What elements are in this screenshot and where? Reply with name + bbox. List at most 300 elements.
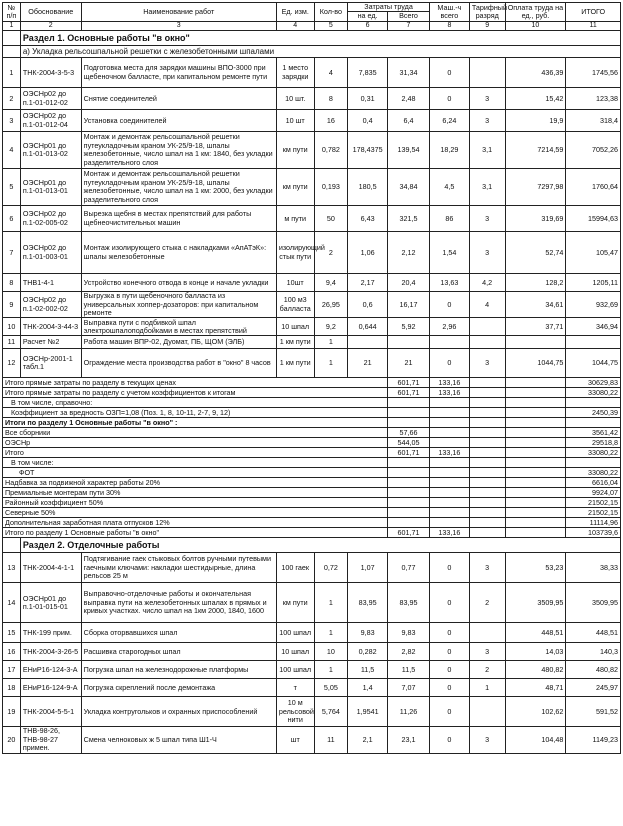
- section-title: Раздел 2. Отделочные работы: [20, 538, 620, 553]
- total-row: [3, 468, 621, 478]
- total-cell: [566, 336, 621, 349]
- total-row: [3, 498, 621, 508]
- total-machine-hours: [429, 488, 469, 498]
- basis-cell: ОЭСНр02 до п.1-01-012-04: [20, 110, 81, 132]
- total-value: [566, 398, 621, 408]
- machine-hours-cell: 0: [429, 58, 469, 88]
- total-label: Коэффициент за вредность ОЗП=1,08 (Поз. 1, 8, 10-11, 2-7, 9, 12): [3, 408, 388, 418]
- total-label: Итого прямые затраты по разделу с учетом коэффициентов к итогам: [3, 388, 388, 398]
- total-value: 103739,6: [566, 528, 621, 538]
- work-name-cell: Устройство конечного отвода в конце и начале укладки: [81, 274, 276, 292]
- pay-cell: [505, 336, 566, 349]
- labor-unit-cell: 1,07: [348, 553, 388, 583]
- grade-cell: 2: [469, 583, 505, 623]
- unit-cell: 10 шт: [276, 110, 314, 132]
- work-name-cell: Вырезка щебня в местах препятствий для работы щебнеочистительных машин: [81, 206, 276, 232]
- work-name-cell: Монтаж и демонтаж рельсошпальной решетки путеукладочным краном УК-25/9-18, шпалы железобетонные, число шпал на 1 км: 1840, без укладки разделительного слоя: [81, 132, 276, 169]
- total-machine-hours: [429, 408, 469, 418]
- grade-cell: [469, 336, 505, 349]
- labor-unit-cell: 2,17: [348, 274, 388, 292]
- total-value: 33080,22: [566, 448, 621, 458]
- total-labor: [388, 418, 430, 428]
- labor-unit-cell: 11,5: [348, 661, 388, 679]
- labor-total-cell: 2,48: [388, 88, 430, 110]
- column-numbers-row: [3, 21, 621, 30]
- labor-total-cell: 5,92: [388, 318, 430, 336]
- qty-cell: 9,4: [314, 274, 348, 292]
- machine-hours-cell: 0: [429, 643, 469, 661]
- section-title-row: [3, 46, 621, 58]
- col-qty: Кол-во: [314, 3, 348, 22]
- total-label: ФОТ: [3, 468, 388, 478]
- basis-cell: ОЭСНр-2001-1 табл.1: [20, 349, 81, 378]
- total-label: Итого: [3, 448, 388, 458]
- labor-unit-cell: 83,95: [348, 583, 388, 623]
- pay-cell: 7214,59: [505, 132, 566, 169]
- row-number: 13: [3, 553, 21, 583]
- section-title-row: [3, 31, 621, 46]
- table-row: [3, 274, 621, 292]
- grade-cell: 3: [469, 727, 505, 753]
- grade-cell: [469, 697, 505, 727]
- estimate-table: [2, 2, 621, 754]
- machine-hours-cell: 0: [429, 292, 469, 318]
- total-cell: 7052,26: [566, 132, 621, 169]
- work-name-cell: Монтаж и демонтаж рельсошпальной решетки путеукладочным краном УК-25/9-18, шпалы железобетонные, число шпал на 1 км: 2000, без укладки разделительного слоя: [81, 169, 276, 206]
- labor-unit-cell: 1,9541: [348, 697, 388, 727]
- table-row: [3, 661, 621, 679]
- labor-unit-cell: [348, 336, 388, 349]
- total-cell: 346,94: [566, 318, 621, 336]
- pay-cell: 128,2: [505, 274, 566, 292]
- table-row: [3, 292, 621, 318]
- total-value: 11114,96: [566, 518, 621, 528]
- labor-unit-cell: 0,6: [348, 292, 388, 318]
- col-labor-unit: на ед.: [348, 12, 388, 21]
- grade-cell: [469, 623, 505, 643]
- pay-cell: 37,71: [505, 318, 566, 336]
- total-value: 29518,8: [566, 438, 621, 448]
- machine-hours-cell: 18,29: [429, 132, 469, 169]
- total-machine-hours: [429, 428, 469, 438]
- total-cell: 1205,11: [566, 274, 621, 292]
- col-labor: Затраты труда: [348, 3, 430, 12]
- machine-hours-cell: 0: [429, 553, 469, 583]
- machine-hours-cell: 0: [429, 349, 469, 378]
- qty-cell: 1: [314, 623, 348, 643]
- table-body: [3, 31, 621, 753]
- total-value: 6616,04: [566, 478, 621, 488]
- table-row: [3, 643, 621, 661]
- total-machine-hours: 133,16: [429, 528, 469, 538]
- column-number: 10: [505, 21, 566, 30]
- total-machine-hours: 133,16: [429, 388, 469, 398]
- col-name: Наименование работ: [81, 3, 276, 22]
- labor-total-cell: 21: [388, 349, 430, 378]
- qty-cell: 5,764: [314, 697, 348, 727]
- total-cell: 932,69: [566, 292, 621, 318]
- labor-total-cell: 139,54: [388, 132, 430, 169]
- total-row: [3, 408, 621, 418]
- labor-total-cell: 321,5: [388, 206, 430, 232]
- grade-cell: 3: [469, 232, 505, 274]
- machine-hours-cell: [429, 336, 469, 349]
- total-value: 2450,39: [566, 408, 621, 418]
- grade-cell: [469, 318, 505, 336]
- total-machine-hours: [429, 478, 469, 488]
- total-cell: 105,47: [566, 232, 621, 274]
- total-label: Итоги по разделу 1 Основные работы "в окно" :: [3, 418, 388, 428]
- section-title: а) Укладка рельсошпальной решетки с железобетонными шпалами: [20, 46, 620, 58]
- col-unit: Ед. изм.: [276, 3, 314, 22]
- col-no: № п/п: [3, 3, 21, 22]
- work-name-cell: Погрузка скреплений после демонтажа: [81, 679, 276, 697]
- qty-cell: 26,95: [314, 292, 348, 318]
- total-machine-hours: 133,16: [429, 378, 469, 388]
- total-machine-hours: [429, 458, 469, 468]
- row-number: 17: [3, 661, 21, 679]
- machine-hours-cell: 4,5: [429, 169, 469, 206]
- col-basis: Обоснование: [20, 3, 81, 22]
- row-number: 3: [3, 110, 21, 132]
- table-row: [3, 679, 621, 697]
- unit-cell: 100 м3 балласта: [276, 292, 314, 318]
- pay-cell: 480,82: [505, 661, 566, 679]
- labor-unit-cell: 6,43: [348, 206, 388, 232]
- total-value: 30629,83: [566, 378, 621, 388]
- unit-cell: шт: [276, 727, 314, 753]
- total-cell: 3509,95: [566, 583, 621, 623]
- basis-cell: ЕНиР16-124-9-А: [20, 679, 81, 697]
- basis-cell: ОЭСНр02 до п.1-02-005-02: [20, 206, 81, 232]
- row-number: 4: [3, 132, 21, 169]
- qty-cell: 50: [314, 206, 348, 232]
- labor-total-cell: [388, 336, 430, 349]
- qty-cell: 1: [314, 349, 348, 378]
- machine-hours-cell: 0: [429, 661, 469, 679]
- total-value: [566, 458, 621, 468]
- table-row: [3, 336, 621, 349]
- basis-cell: ТНВ1-4-1: [20, 274, 81, 292]
- unit-cell: т: [276, 679, 314, 697]
- total-labor: 601,71: [388, 388, 430, 398]
- col-grade: Тарифный разряд: [469, 3, 505, 22]
- row-number: 2: [3, 88, 21, 110]
- machine-hours-cell: 13,63: [429, 274, 469, 292]
- pay-cell: 319,69: [505, 206, 566, 232]
- total-value: 3561,42: [566, 428, 621, 438]
- section-title-row: [3, 538, 621, 553]
- row-number: 5: [3, 169, 21, 206]
- unit-cell: 1 место зарядки: [276, 58, 314, 88]
- total-machine-hours: [429, 468, 469, 478]
- row-number: 12: [3, 349, 21, 378]
- column-number: 2: [20, 21, 81, 30]
- pay-cell: 15,42: [505, 88, 566, 110]
- total-row: [3, 378, 621, 388]
- unit-cell: изолирующий стык пути: [276, 232, 314, 274]
- total-label: В том числе:: [3, 458, 388, 468]
- column-number: 6: [348, 21, 388, 30]
- work-name-cell: Укладка контругольков и охранных приспособлений: [81, 697, 276, 727]
- grade-cell: 4: [469, 292, 505, 318]
- qty-cell: 8: [314, 88, 348, 110]
- col-total: ИТОГО: [566, 3, 621, 22]
- work-name-cell: Подтягивание гаек стыковых болтов ручными путевыми гаечными ключами: накладки шестидырные, длина рельсов 25 м: [81, 553, 276, 583]
- column-number: 9: [469, 21, 505, 30]
- unit-cell: 10 шт.: [276, 88, 314, 110]
- work-name-cell: Подготовка места для зарядки машины ВПО-3000 при щебеночном балласте, при капитальном ремонте пути: [81, 58, 276, 88]
- pay-cell: 3509,95: [505, 583, 566, 623]
- basis-cell: ОЭСНр02 до п.1-01-012-02: [20, 88, 81, 110]
- labor-total-cell: 6,4: [388, 110, 430, 132]
- machine-hours-cell: 0: [429, 623, 469, 643]
- pay-cell: 436,39: [505, 58, 566, 88]
- total-cell: 1760,64: [566, 169, 621, 206]
- total-labor: 601,71: [388, 448, 430, 458]
- labor-total-cell: 9,83: [388, 623, 430, 643]
- basis-cell: ТНК-199 прим.: [20, 623, 81, 643]
- labor-total-cell: 23,1: [388, 727, 430, 753]
- grade-cell: 4,2: [469, 274, 505, 292]
- column-number: 3: [81, 21, 276, 30]
- work-name-cell: Расшивка старогодных шпал: [81, 643, 276, 661]
- total-row: [3, 488, 621, 498]
- total-label: Дополнительная заработная плата отпусков 12%: [3, 518, 388, 528]
- row-number: 7: [3, 232, 21, 274]
- unit-cell: км пути: [276, 132, 314, 169]
- total-cell: 38,33: [566, 553, 621, 583]
- total-labor: 544,05: [388, 438, 430, 448]
- table-row: [3, 553, 621, 583]
- total-label: Итого по разделу 1 Основные работы "в окно": [3, 528, 388, 538]
- total-row: [3, 428, 621, 438]
- labor-unit-cell: 0,31: [348, 88, 388, 110]
- unit-cell: 1 км пути: [276, 349, 314, 378]
- basis-cell: ОЭСНр01 до п.1-01-013-01: [20, 169, 81, 206]
- total-machine-hours: [429, 438, 469, 448]
- total-cell: 1149,23: [566, 727, 621, 753]
- grade-cell: 3: [469, 349, 505, 378]
- total-machine-hours: 133,16: [429, 448, 469, 458]
- work-name-cell: Работа машин ВПР-02, Дуомат, ПБ, ЩОМ (ЭЛБ): [81, 336, 276, 349]
- row-number: 16: [3, 643, 21, 661]
- labor-total-cell: 0,77: [388, 553, 430, 583]
- work-name-cell: Снятие соединителей: [81, 88, 276, 110]
- qty-cell: 4: [314, 58, 348, 88]
- unit-cell: 100 гаек: [276, 553, 314, 583]
- table-row: [3, 349, 621, 378]
- column-number: 5: [314, 21, 348, 30]
- total-value: [566, 418, 621, 428]
- total-value: 9924,07: [566, 488, 621, 498]
- basis-cell: ОЭСНр01 до п.1-01-013-02: [20, 132, 81, 169]
- table-row: [3, 623, 621, 643]
- table-header: [3, 3, 621, 31]
- basis-cell: ТНК-2004-5-5-1: [20, 697, 81, 727]
- machine-hours-cell: 2,96: [429, 318, 469, 336]
- pay-cell: 52,74: [505, 232, 566, 274]
- labor-unit-cell: 1,4: [348, 679, 388, 697]
- total-cell: 245,97: [566, 679, 621, 697]
- total-label: Премиальные монтерам пути 30%: [3, 488, 388, 498]
- unit-cell: 10 м рельсовой нити: [276, 697, 314, 727]
- basis-cell: ОЭСНр01 до п.1-01-015-01: [20, 583, 81, 623]
- row-number: 8: [3, 274, 21, 292]
- grade-cell: 3: [469, 643, 505, 661]
- total-machine-hours: [429, 508, 469, 518]
- table-row: [3, 169, 621, 206]
- pay-cell: 104,48: [505, 727, 566, 753]
- row-number: 14: [3, 583, 21, 623]
- table-row: [3, 206, 621, 232]
- section-title: Раздел 1. Основные работы "в окно": [20, 31, 620, 46]
- unit-cell: км пути: [276, 169, 314, 206]
- row-number: 9: [3, 292, 21, 318]
- table-row: [3, 318, 621, 336]
- pay-cell: 48,71: [505, 679, 566, 697]
- total-value: 21502,15: [566, 498, 621, 508]
- labor-unit-cell: 2,1: [348, 727, 388, 753]
- labor-total-cell: 11,26: [388, 697, 430, 727]
- total-value: 21502,15: [566, 508, 621, 518]
- grade-cell: 3,1: [469, 169, 505, 206]
- total-cell: 591,52: [566, 697, 621, 727]
- total-labor: [388, 508, 430, 518]
- pay-cell: 7297,98: [505, 169, 566, 206]
- machine-hours-cell: 86: [429, 206, 469, 232]
- total-labor: [388, 488, 430, 498]
- grade-cell: 3: [469, 553, 505, 583]
- total-row: [3, 458, 621, 468]
- row-number: 19: [3, 697, 21, 727]
- table-row: [3, 727, 621, 753]
- total-row: [3, 478, 621, 488]
- total-row: [3, 528, 621, 538]
- machine-hours-cell: 0: [429, 697, 469, 727]
- unit-cell: м пути: [276, 206, 314, 232]
- total-cell: 1745,56: [566, 58, 621, 88]
- grade-cell: 3,1: [469, 132, 505, 169]
- labor-unit-cell: 21: [348, 349, 388, 378]
- labor-total-cell: 2,82: [388, 643, 430, 661]
- row-number: 6: [3, 206, 21, 232]
- total-label: Надбавка за подвижной характер работы 20%: [3, 478, 388, 488]
- column-number: 8: [429, 21, 469, 30]
- total-labor: [388, 518, 430, 528]
- pay-cell: 1044,75: [505, 349, 566, 378]
- qty-cell: 1: [314, 336, 348, 349]
- total-cell: 448,51: [566, 623, 621, 643]
- unit-cell: 10 шпал: [276, 643, 314, 661]
- total-cell: 480,82: [566, 661, 621, 679]
- unit-cell: 100 шпал: [276, 661, 314, 679]
- qty-cell: 0,193: [314, 169, 348, 206]
- row-number: 18: [3, 679, 21, 697]
- pay-cell: 448,51: [505, 623, 566, 643]
- total-machine-hours: [429, 418, 469, 428]
- labor-unit-cell: 9,83: [348, 623, 388, 643]
- basis-cell: ОЭСНр02 до п.1-01-003-01: [20, 232, 81, 274]
- grade-cell: 1: [469, 679, 505, 697]
- work-name-cell: Выправочно-отделочные работы и окончательная выправка пути на железобетонных шпалах в прямых и кривых участках. число шпал на 1км 2000, 1840, 1600: [81, 583, 276, 623]
- work-name-cell: Сборка оторвавшихся шпал: [81, 623, 276, 643]
- work-name-cell: Ограждение места производства работ в "окно" 8 часов: [81, 349, 276, 378]
- row-number: 1: [3, 58, 21, 88]
- labor-unit-cell: 178,4375: [348, 132, 388, 169]
- qty-cell: 16: [314, 110, 348, 132]
- labor-unit-cell: 7,835: [348, 58, 388, 88]
- machine-hours-cell: 0: [429, 679, 469, 697]
- labor-total-cell: 20,4: [388, 274, 430, 292]
- total-row: [3, 418, 621, 428]
- labor-total-cell: 31,34: [388, 58, 430, 88]
- total-label: Районный коэффициент 50%: [3, 498, 388, 508]
- table-row: [3, 697, 621, 727]
- total-labor: [388, 398, 430, 408]
- qty-cell: 1: [314, 583, 348, 623]
- total-row: [3, 398, 621, 408]
- pay-cell: 102,62: [505, 697, 566, 727]
- column-number: 1: [3, 21, 21, 30]
- machine-hours-cell: 0: [429, 583, 469, 623]
- unit-cell: км пути: [276, 583, 314, 623]
- total-labor: [388, 408, 430, 418]
- machine-hours-cell: 6,24: [429, 110, 469, 132]
- qty-cell: 10: [314, 643, 348, 661]
- pay-cell: 34,61: [505, 292, 566, 318]
- table-row: [3, 132, 621, 169]
- grade-cell: [469, 58, 505, 88]
- column-number: 11: [566, 21, 621, 30]
- total-label: ОЭСНр: [3, 438, 388, 448]
- unit-cell: 10шт: [276, 274, 314, 292]
- total-value: 33080,22: [566, 468, 621, 478]
- labor-total-cell: 2,12: [388, 232, 430, 274]
- basis-cell: ЕНиР16-124-3-А: [20, 661, 81, 679]
- labor-unit-cell: 0,282: [348, 643, 388, 661]
- labor-total-cell: 83,95: [388, 583, 430, 623]
- pay-cell: 53,23: [505, 553, 566, 583]
- total-labor: [388, 458, 430, 468]
- total-machine-hours: [429, 498, 469, 508]
- work-name-cell: Монтаж изолирующего стыка с накладками «АпАТэК»: шпалы железобетонные: [81, 232, 276, 274]
- qty-cell: 2: [314, 232, 348, 274]
- work-name-cell: Смена челноковых ж 5 шпал типа Ш1-Ч: [81, 727, 276, 753]
- total-row: [3, 508, 621, 518]
- column-number: 4: [276, 21, 314, 30]
- basis-cell: ТНК-2004-4-1-1: [20, 553, 81, 583]
- total-label: Северные 50%: [3, 508, 388, 518]
- labor-unit-cell: 1,06: [348, 232, 388, 274]
- row-number: 15: [3, 623, 21, 643]
- total-cell: 123,38: [566, 88, 621, 110]
- work-name-cell: Выгрузка в пути щебеночного балласта из универсальных хоппер-дозаторов: при капитальном ремонте: [81, 292, 276, 318]
- total-row: [3, 518, 621, 528]
- work-name-cell: Погрузка шпал на железнодорожные платформы: [81, 661, 276, 679]
- unit-cell: 1 км пути: [276, 336, 314, 349]
- row-number: 20: [3, 727, 21, 753]
- total-cell: 1044,75: [566, 349, 621, 378]
- total-labor: 601,71: [388, 378, 430, 388]
- grade-cell: 2: [469, 661, 505, 679]
- labor-total-cell: 11,5: [388, 661, 430, 679]
- table-row: [3, 583, 621, 623]
- qty-cell: 0,782: [314, 132, 348, 169]
- total-label: В том числе, справочно:: [3, 398, 388, 408]
- qty-cell: 11: [314, 727, 348, 753]
- basis-cell: Расчет №2: [20, 336, 81, 349]
